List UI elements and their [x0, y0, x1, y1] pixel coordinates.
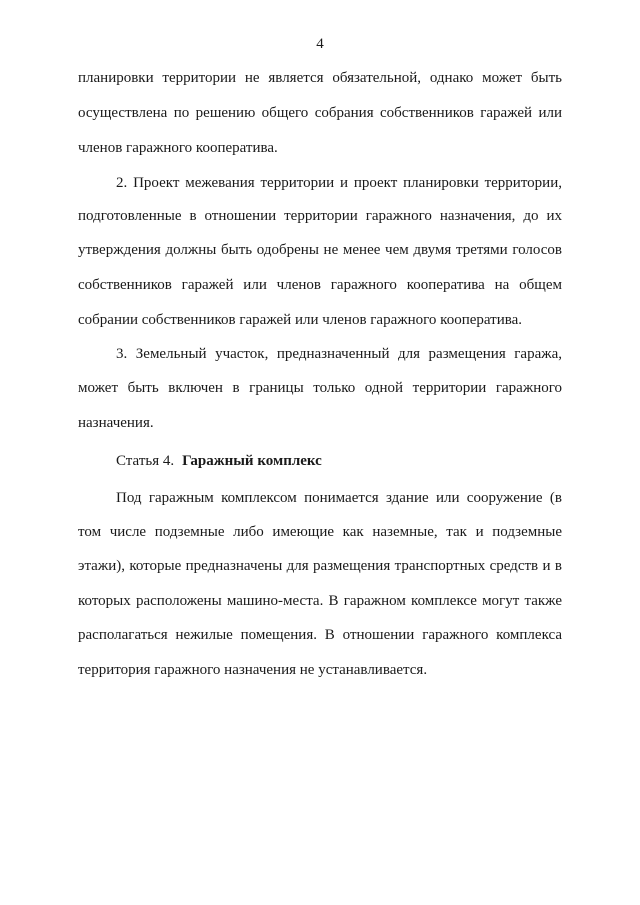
paragraph-1-line: членов гаражного кооператива.: [78, 140, 278, 156]
paragraph-4-line: этажи), которые предназначены для размещения транспортных средств и в: [78, 558, 562, 574]
paragraph-2-line: подготовленные в отношении территории гаражного назначения, до их: [78, 208, 562, 224]
paragraph-4-line: территория гаражного назначения не устанавливается.: [78, 662, 428, 678]
article-title: Гаражный комплекс: [182, 453, 322, 469]
paragraph-3-line: 3. Земельный участок, предназначенный для размещения гаража,: [116, 346, 562, 362]
paragraph-1-line: планировки территории не является обязательной, однако может быть: [78, 70, 562, 86]
paragraph-2-line: собрании собственников гаражей или членов гаражного кооператива.: [78, 312, 523, 328]
paragraph-1-line: осуществлена по решению общего собрания собственников гаражей или: [78, 105, 562, 121]
paragraph-2-line: собственников гаражей или членов гаражного кооператива на общем: [78, 277, 562, 293]
paragraph-4-line: Под гаражным комплексом понимается здание или сооружение (в: [116, 490, 562, 506]
paragraph-2-line: утверждения должны быть одобрены не менее чем двумя третями голосов: [78, 242, 562, 258]
paragraph-4-line: том числе подземные либо имеющие как наземные, так и подземные: [78, 524, 562, 540]
article-heading: [116, 451, 322, 471]
page-number: 4: [316, 36, 324, 52]
article-number: Статья 4.: [116, 453, 175, 469]
paragraph-3-line: назначения.: [78, 415, 154, 431]
paragraph-4-line: располагаться нежилые помещения. В отношении гаражного комплекса: [78, 627, 562, 643]
paragraph-3-line: может быть включен в границы только одной территории гаражного: [78, 380, 562, 396]
paragraph-4-line: которых расположены машино-места. В гаражном комплексе могут также: [78, 593, 562, 609]
paragraph-2-line: 2. Проект межевания территории и проект планировки территории,: [116, 175, 562, 191]
